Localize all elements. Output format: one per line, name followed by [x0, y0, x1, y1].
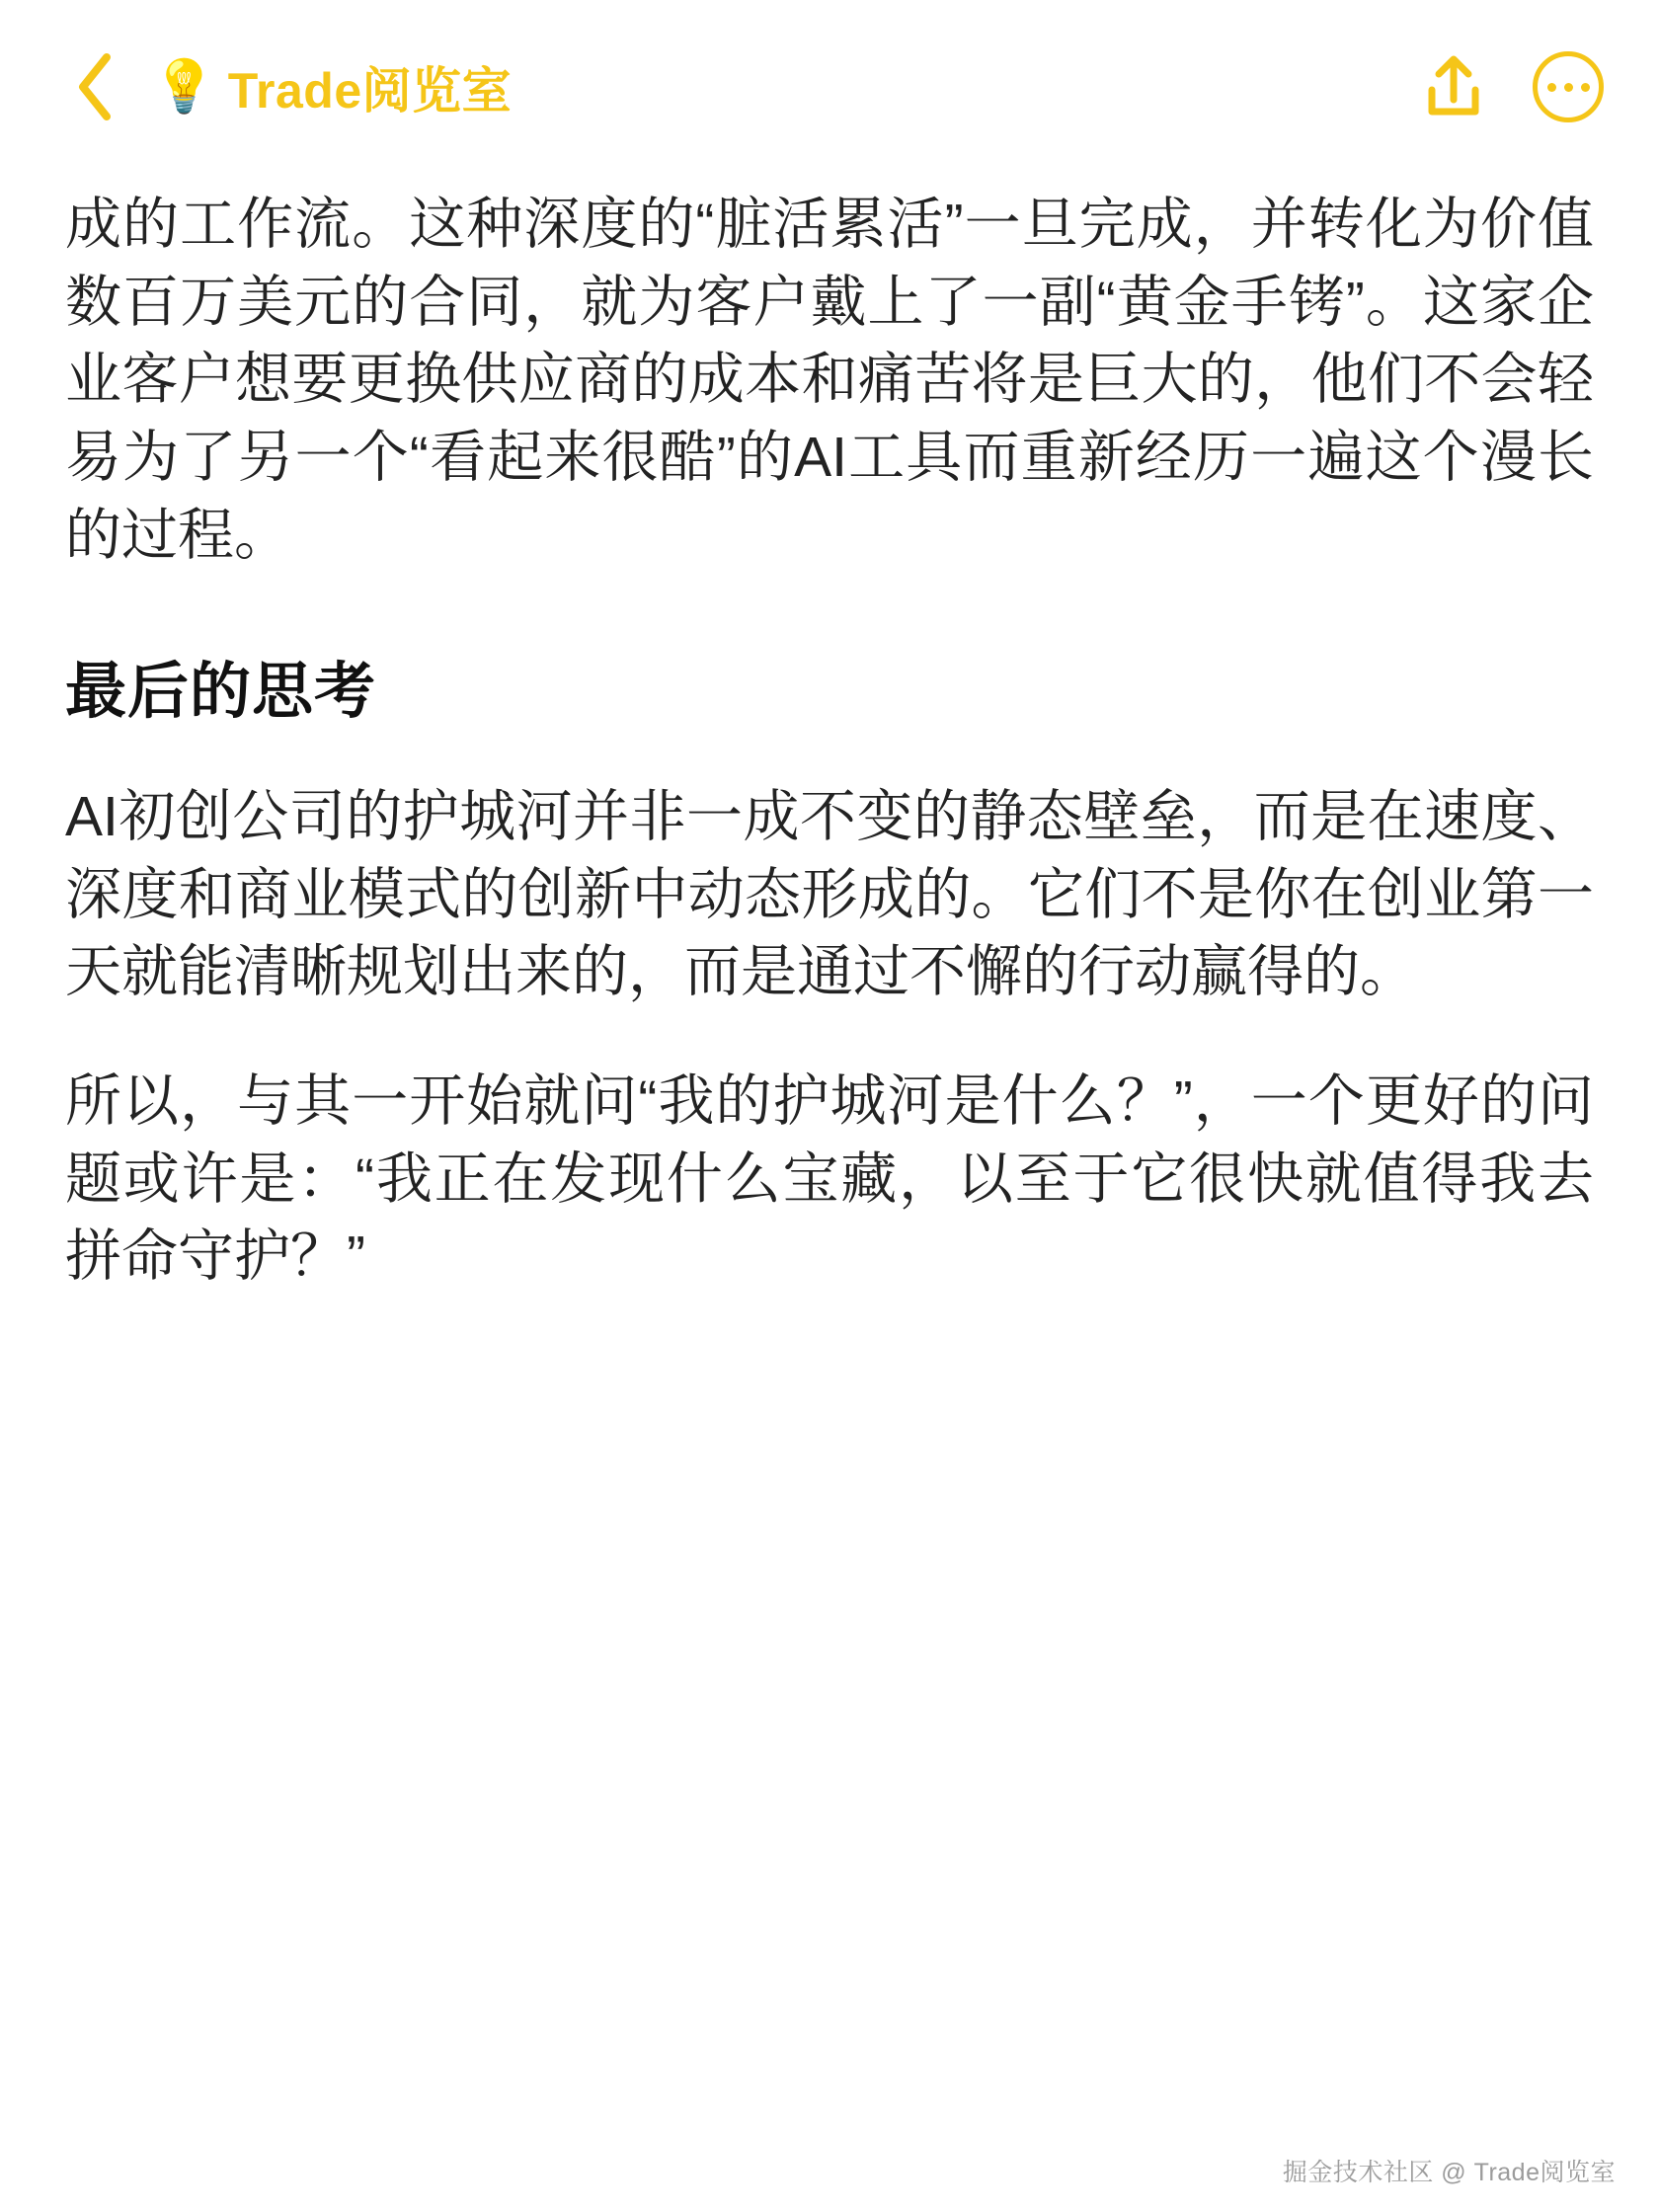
lightbulb-icon: 💡	[152, 58, 216, 116]
paragraph: 所以，与其一开始就问“我的护城河是什么？”，一个更好的问题或许是：“我正在发现什么宝藏，以至于它很快就值得我去拼命守护？”	[65, 1068, 1594, 1289]
paragraph: 成的工作流。这种深度的“脏活累活”一旦完成，并转化为价值数百万美元的合同，就为客户戴上了一副“黄金手铐”。这家企业客户想要更换供应商的成本和痛苦将是巨大的，他们不会轻易为了另一个“看起来很酷”的AI工具而重新经历一遍这个漫长的过程。	[65, 193, 1594, 567]
page-title-text: Trade阅览室	[227, 63, 513, 118]
header-actions	[1418, 51, 1604, 122]
more-horizontal-icon	[1547, 83, 1556, 92]
top-navigation-bar	[0, 0, 1659, 174]
back-button[interactable]	[71, 50, 130, 123]
more-horizontal-icon	[1581, 83, 1590, 92]
share-upload-icon	[1421, 50, 1486, 124]
more-horizontal-icon	[1564, 83, 1573, 92]
paragraph: AI初创公司的护城河并非一成不变的静态壁垒，而是在速度、深度和商业模式的创新中动态形成的。它们不是你在创业第一天就能清晰规划出来的，而是通过不懈的行动赢得的。	[65, 784, 1594, 1004]
section-heading: 最后的思考	[65, 658, 377, 727]
article-content	[0, 186, 1659, 1296]
chevron-left-icon	[71, 49, 117, 124]
page-title	[152, 51, 1418, 122]
share-button[interactable]	[1418, 51, 1489, 122]
more-options-button[interactable]	[1533, 51, 1604, 122]
watermark: 掘金技术社区 @ Trade阅览室	[1282, 2159, 1616, 2186]
